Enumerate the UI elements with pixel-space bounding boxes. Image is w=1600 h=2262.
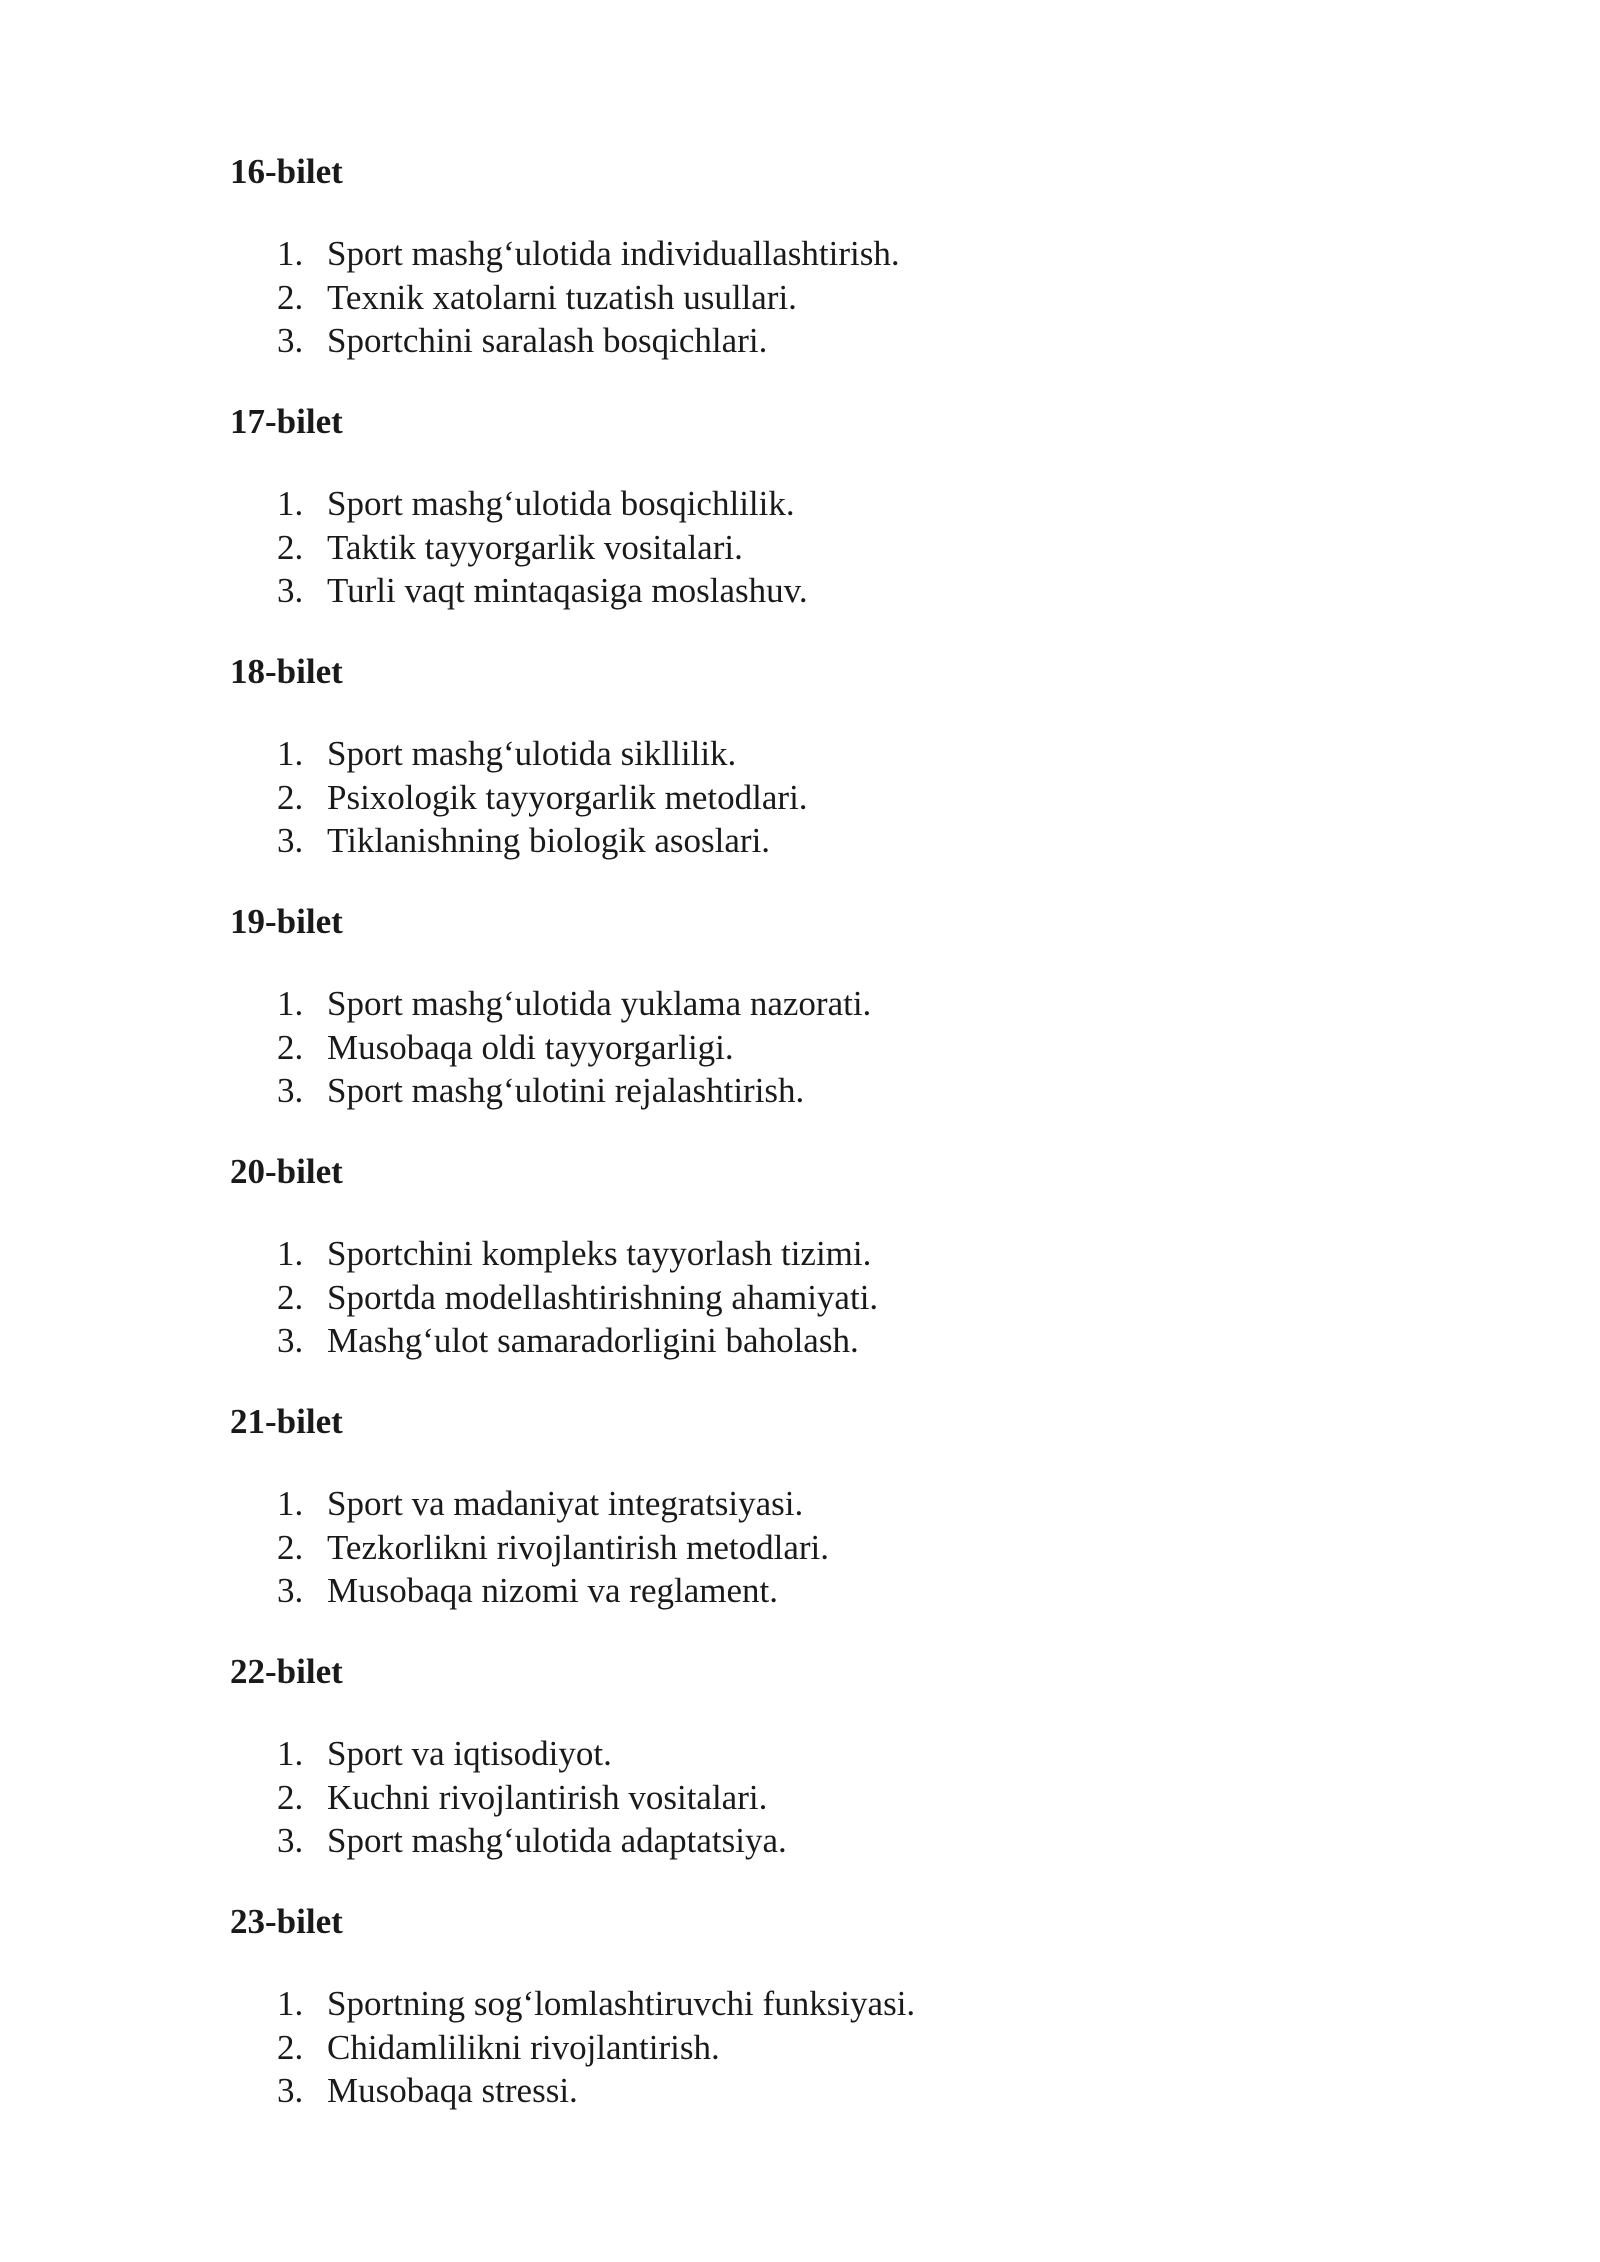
question-text: Sport mashg‘ulotida sikllilik. — [327, 734, 737, 773]
question-list — [230, 982, 1430, 1113]
question-number: 1. — [277, 1984, 304, 2023]
question-number: 2. — [277, 1277, 304, 1317]
question-number: 1. — [277, 484, 304, 523]
question-list — [230, 482, 1430, 613]
question-item — [230, 1026, 1430, 1070]
question-text: Chidamlilikni rivojlantirish. — [327, 2027, 720, 2067]
question-number: 3. — [277, 821, 304, 860]
question-item — [230, 1482, 1430, 1526]
question-text: Kuchni rivojlantirish vositalari. — [327, 1777, 768, 1817]
question-item — [230, 526, 1430, 570]
question-number: 1. — [277, 234, 304, 273]
bilet-20 — [230, 1150, 1430, 1400]
question-text: Taktik tayyorgarlik vositalari. — [327, 527, 743, 567]
question-item — [230, 1569, 1430, 1613]
question-item — [230, 569, 1430, 613]
question-item — [230, 1232, 1430, 1276]
question-number: 3. — [277, 2071, 304, 2110]
question-number: 3. — [277, 1571, 304, 1610]
question-list — [230, 1732, 1430, 1863]
bilet-title: 23-bilet — [230, 1902, 343, 1941]
question-item — [230, 1319, 1430, 1363]
question-item — [230, 982, 1430, 1026]
bilet-title: 20-bilet — [230, 1152, 343, 1191]
bilet-title: 18-bilet — [230, 652, 343, 691]
question-list — [230, 732, 1430, 863]
bilet-17 — [230, 400, 1430, 650]
question-number: 3. — [277, 571, 304, 610]
question-number: 2. — [277, 1527, 304, 1567]
question-text: Sport mashg‘ulotida yuklama nazorati. — [327, 984, 872, 1023]
question-number: 2. — [277, 1777, 304, 1817]
question-list — [230, 1982, 1430, 2113]
question-text: Texnik xatolarni tuzatish usullari. — [327, 277, 797, 317]
question-text: Mashg‘ulot samaradorligini baholash. — [327, 1321, 859, 1360]
document-page — [230, 150, 1430, 2150]
question-number: 1. — [277, 1234, 304, 1273]
question-text: Sportchini kompleks tayyorlash tizimi. — [327, 1234, 872, 1273]
question-text: Sport mashg‘ulotida individuallashtirish. — [327, 234, 900, 273]
question-number: 1. — [277, 1484, 304, 1523]
question-text: Sportning sog‘lomlashtiruvchi funksiyasi. — [327, 1984, 916, 2023]
question-item — [230, 2069, 1430, 2113]
question-item — [230, 2026, 1430, 2070]
bilet-title: 17-bilet — [230, 402, 343, 441]
question-list — [230, 1232, 1430, 1363]
question-number: 2. — [277, 2027, 304, 2067]
bilet-21 — [230, 1400, 1430, 1650]
question-number: 3. — [277, 1821, 304, 1860]
question-text: Turli vaqt mintaqasiga moslashuv. — [327, 571, 808, 610]
question-number: 3. — [277, 1321, 304, 1360]
question-text: Sport va iqtisodiyot. — [327, 1734, 612, 1773]
question-list — [230, 232, 1430, 363]
question-item — [230, 1732, 1430, 1776]
question-number: 2. — [277, 527, 304, 567]
question-text: Tezkorlikni rivojlantirish metodlari. — [327, 1527, 830, 1567]
question-item — [230, 319, 1430, 363]
question-item — [230, 819, 1430, 863]
question-text: Sport va madaniyat integratsiyasi. — [327, 1484, 804, 1523]
question-number: 1. — [277, 1734, 304, 1773]
bilet-title: 21-bilet — [230, 1402, 343, 1441]
question-item — [230, 276, 1430, 320]
question-text: Sportchini saralash bosqichlari. — [327, 321, 768, 360]
question-item — [230, 776, 1430, 820]
question-text: Tiklanishning biologik asoslari. — [327, 821, 771, 860]
question-number: 2. — [277, 777, 304, 817]
question-list — [230, 1482, 1430, 1613]
question-item — [230, 1819, 1430, 1863]
question-number: 2. — [277, 277, 304, 317]
bilet-title: 22-bilet — [230, 1652, 343, 1691]
question-number: 3. — [277, 1071, 304, 1110]
question-item — [230, 732, 1430, 776]
bilet-title: 16-bilet — [230, 152, 343, 191]
bilet-22 — [230, 1650, 1430, 1900]
question-item — [230, 1069, 1430, 1113]
question-item — [230, 232, 1430, 276]
bilet-18 — [230, 650, 1430, 900]
question-text: Sport mashg‘ulotida bosqichlilik. — [327, 484, 795, 523]
bilet-19 — [230, 900, 1430, 1150]
question-text: Musobaqa nizomi va reglament. — [327, 1571, 778, 1610]
bilet-23 — [230, 1900, 1430, 2150]
question-text: Musobaqa oldi tayyorgarligi. — [327, 1027, 734, 1067]
question-text: Psixologik tayyorgarlik metodlari. — [327, 777, 808, 817]
question-text: Musobaqa stressi. — [327, 2071, 578, 2110]
question-item — [230, 1276, 1430, 1320]
question-item — [230, 1982, 1430, 2026]
question-number: 2. — [277, 1027, 304, 1067]
question-text: Sport mashg‘ulotini rejalashtirish. — [327, 1071, 805, 1110]
question-text: Sport mashg‘ulotida adaptatsiya. — [327, 1821, 787, 1860]
question-number: 1. — [277, 984, 304, 1023]
question-number: 3. — [277, 321, 304, 360]
question-text: Sportda modellashtirishning ahamiyati. — [327, 1277, 879, 1317]
question-number: 1. — [277, 734, 304, 773]
bilet-title: 19-bilet — [230, 902, 343, 941]
bilet-16 — [230, 150, 1430, 400]
question-item — [230, 1776, 1430, 1820]
question-item — [230, 1526, 1430, 1570]
question-item — [230, 482, 1430, 526]
